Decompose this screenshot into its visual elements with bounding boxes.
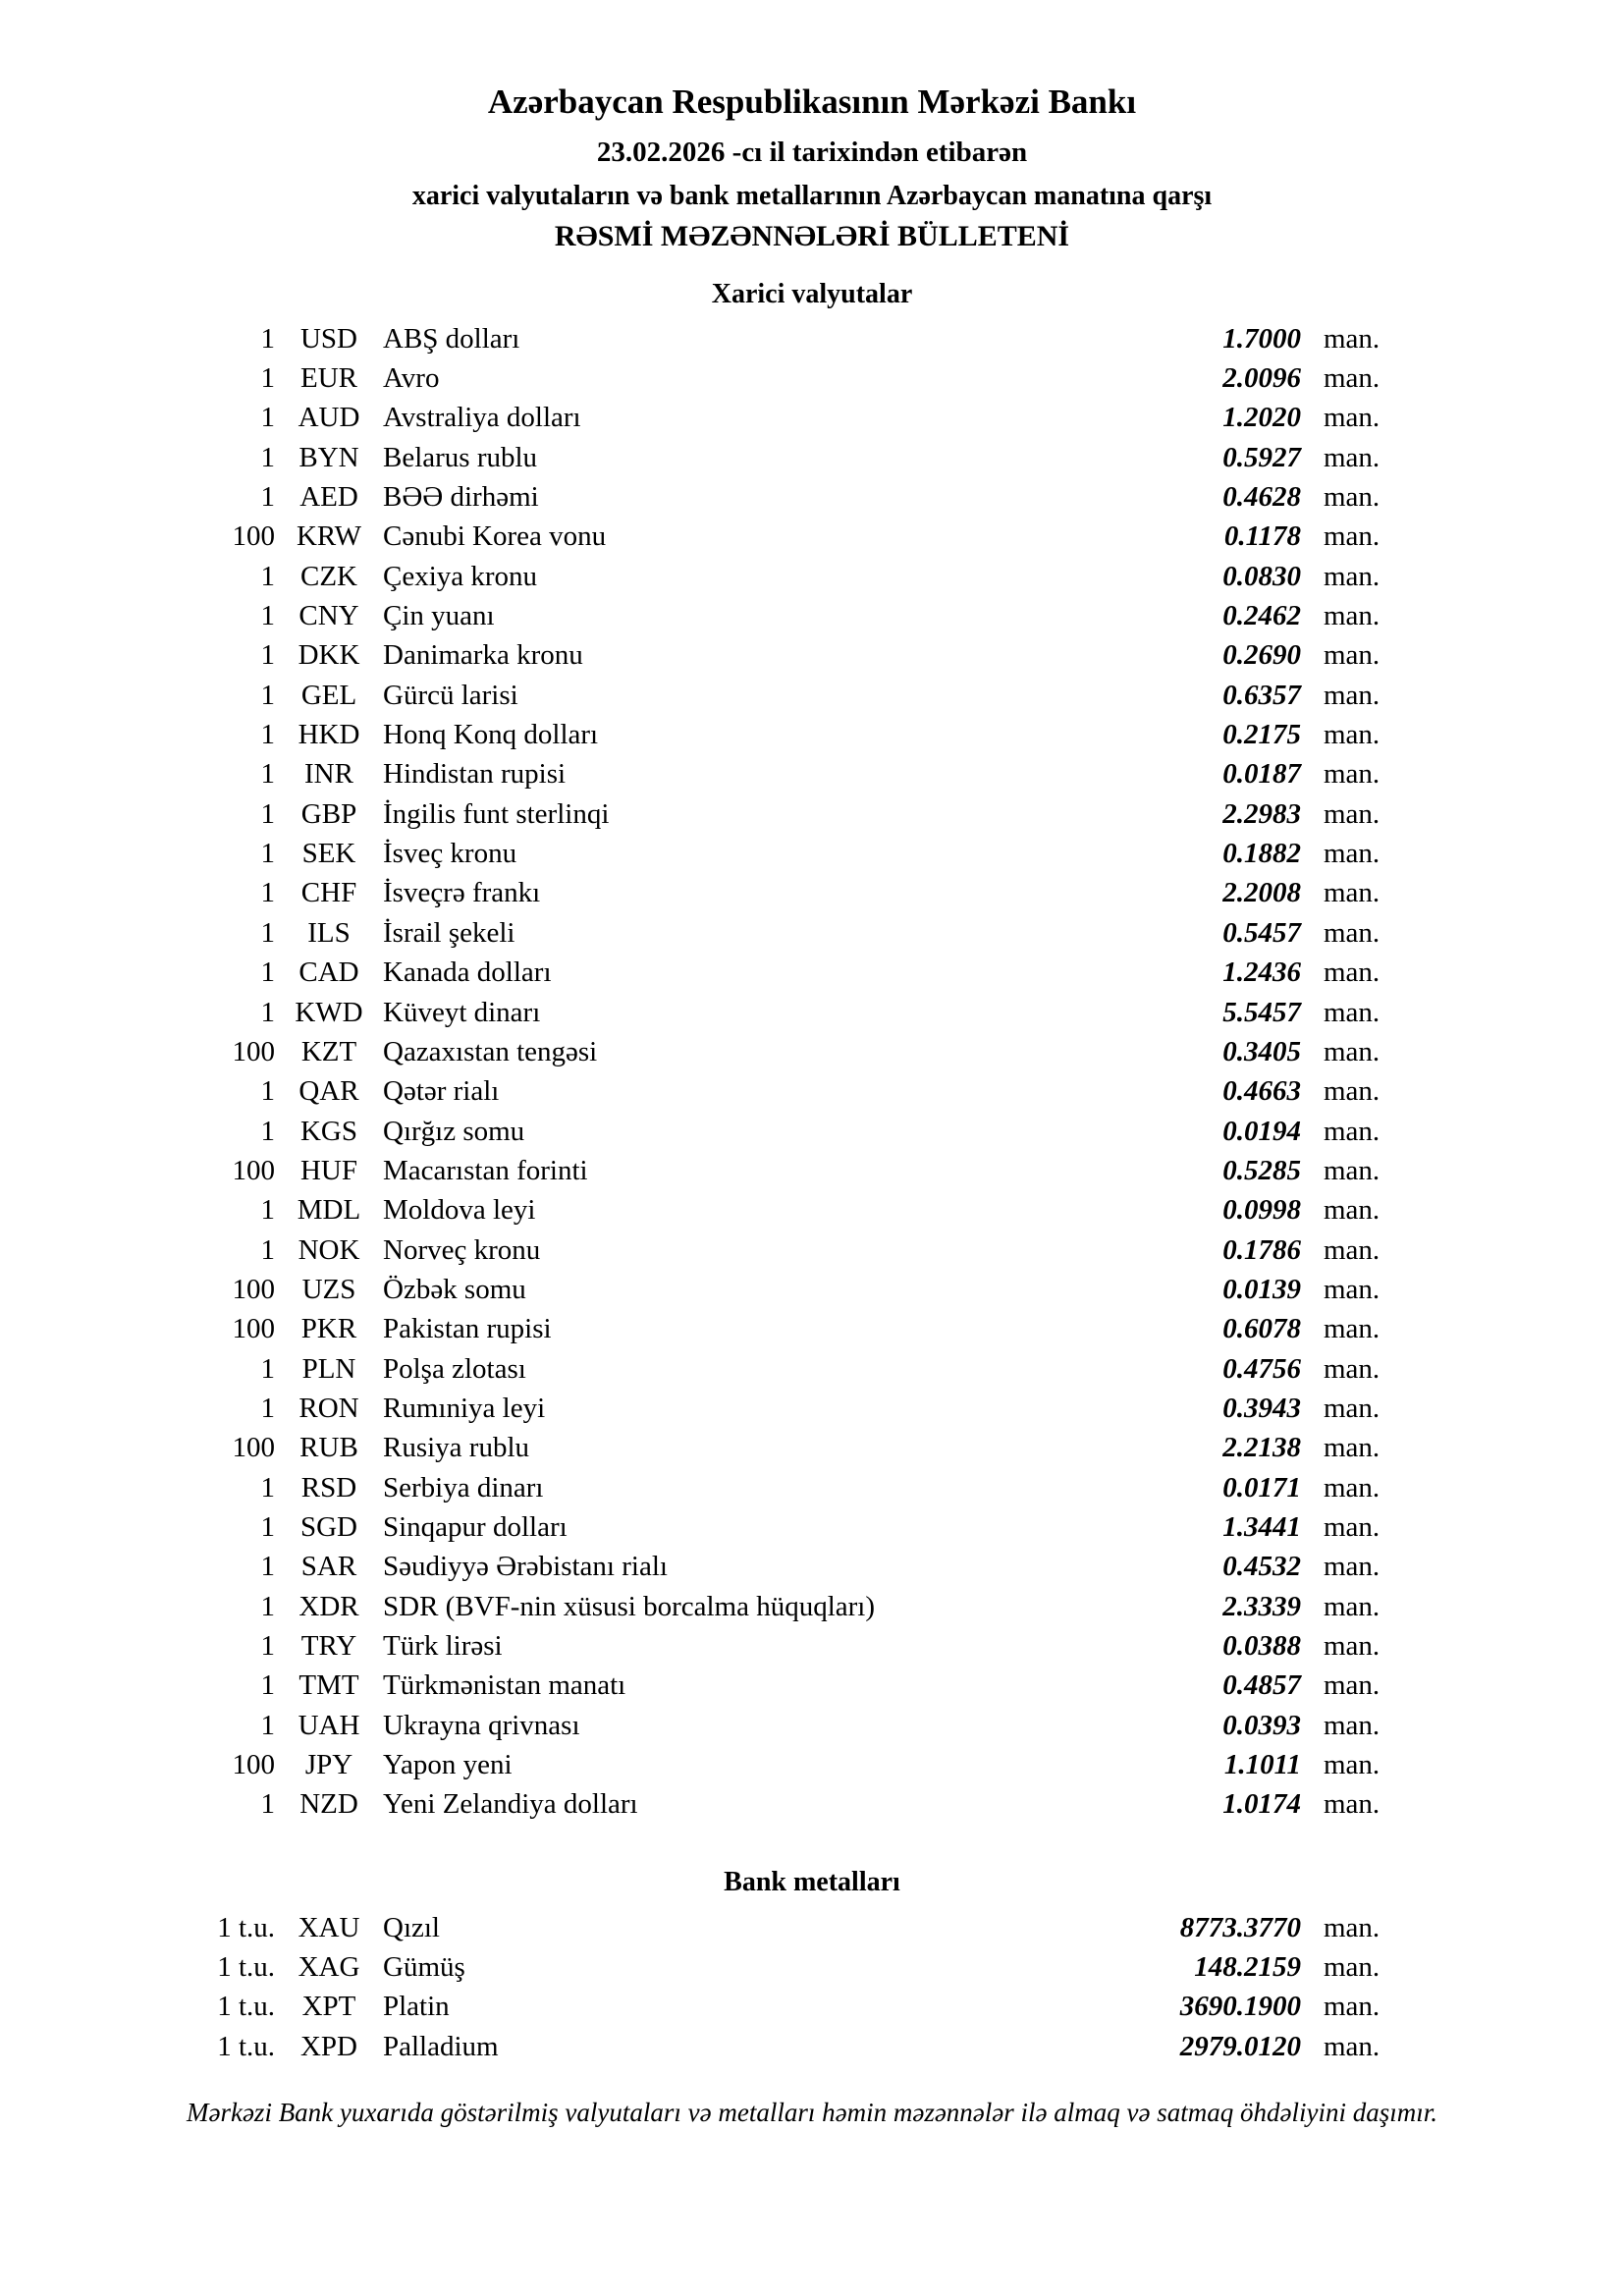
currency-code-cell: KGS <box>299 1115 357 1147</box>
rate-value-cell: 0.3943 <box>1222 1392 1301 1424</box>
unit-label-cell: man. <box>1324 1154 1380 1186</box>
currency-row <box>0 1389 1624 1428</box>
currency-name-cell: Hindistan rupisi <box>383 758 567 791</box>
currency-name-cell: Serbiya dinarı <box>383 1471 544 1503</box>
unit-label-cell: man. <box>1324 679 1380 711</box>
currency-row <box>0 438 1624 477</box>
unit-label-cell: man. <box>1324 639 1380 672</box>
currency-row <box>0 477 1624 517</box>
currency-code-cell: CAD <box>298 957 359 989</box>
currency-row <box>0 636 1624 676</box>
unit-label-cell: man. <box>1324 1471 1380 1503</box>
metals-table <box>0 1908 1624 2066</box>
unit-label-cell: man. <box>1324 362 1380 395</box>
currency-code-cell: AUD <box>298 402 360 434</box>
quantity-cell: 1 <box>260 600 275 632</box>
unit-label-cell: man. <box>1324 957 1380 989</box>
unit-label-cell: man. <box>1324 1590 1380 1622</box>
rate-value-cell: 0.1786 <box>1222 1233 1301 1266</box>
unit-label-cell: man. <box>1324 758 1380 791</box>
currency-code-cell: KRW <box>296 520 362 553</box>
quantity-cell: 100 <box>232 1313 275 1345</box>
currency-row <box>0 1032 1624 1071</box>
currency-code-cell: RON <box>298 1392 359 1424</box>
quantity-cell: 1 <box>260 322 275 355</box>
currency-name-cell: Yapon yeni <box>383 1749 513 1781</box>
currency-code-cell: USD <box>299 322 357 355</box>
currency-code-cell: UAH <box>298 1709 360 1741</box>
currency-code-cell: ILS <box>307 916 351 949</box>
bulletin-subtitle: xarici valyutaların və bank metallarının Azərbaycan manatına qarşı <box>411 181 1213 211</box>
currency-code-cell: XPT <box>301 1991 356 2023</box>
rate-value-cell: 0.4628 <box>1222 481 1301 514</box>
currency-code-cell: TMT <box>298 1669 359 1702</box>
currency-name-cell: İsveç kronu <box>383 838 517 870</box>
quantity-cell: 1 t.u. <box>217 1951 275 1984</box>
unit-label-cell: man. <box>1324 1392 1380 1424</box>
currency-name-cell: Özbək somu <box>383 1273 526 1305</box>
currency-name-cell: Palladium <box>383 2030 499 2062</box>
rate-value-cell: 0.0393 <box>1222 1709 1301 1741</box>
metal-row <box>0 1988 1624 2027</box>
currency-code-cell: XPD <box>299 2030 357 2062</box>
quantity-cell: 1 <box>260 362 275 395</box>
unit-label-cell: man. <box>1324 1273 1380 1305</box>
currency-row <box>0 319 1624 358</box>
currency-row <box>0 1507 1624 1547</box>
rate-value-cell: 8773.3770 <box>1179 1911 1301 1943</box>
currency-name-cell: Çexiya kronu <box>383 560 538 592</box>
currency-row <box>0 834 1624 873</box>
currency-name-cell: Norveç kronu <box>383 1233 541 1266</box>
rate-value-cell: 5.5457 <box>1222 996 1301 1028</box>
rate-value-cell: 0.6078 <box>1222 1313 1301 1345</box>
currency-name-cell: Türkmənistan manatı <box>383 1669 626 1702</box>
currency-name-cell: Avro <box>383 362 440 395</box>
quantity-cell: 1 <box>260 1788 275 1821</box>
unit-label-cell: man. <box>1324 797 1380 830</box>
rate-value-cell: 2979.0120 <box>1179 2030 1301 2062</box>
currency-name-cell: Avstraliya dolları <box>383 402 581 434</box>
quantity-cell: 1 <box>260 838 275 870</box>
quantity-cell: 1 <box>260 1471 275 1503</box>
rate-value-cell: 0.0388 <box>1222 1630 1301 1663</box>
quantity-cell: 1 <box>260 877 275 909</box>
currency-row <box>0 557 1624 596</box>
rate-value-cell: 0.4857 <box>1222 1669 1301 1702</box>
currency-row <box>0 1785 1624 1825</box>
quantity-cell: 1 <box>260 797 275 830</box>
effective-date-line: 23.02.2026 -cı il tarixindən etibarən <box>596 137 1028 168</box>
rate-value-cell: 2.3339 <box>1222 1590 1301 1622</box>
currency-name-cell: İsrail şekeli <box>383 916 515 949</box>
quantity-cell: 1 <box>260 441 275 473</box>
quantity-cell: 1 t.u. <box>217 1911 275 1943</box>
rate-value-cell: 0.0194 <box>1222 1115 1301 1147</box>
currencies-section-title: Xarici valyutalar <box>711 279 913 309</box>
quantity-cell: 1 <box>260 1709 275 1741</box>
quantity-cell: 1 <box>260 481 275 514</box>
quantity-cell: 1 <box>260 560 275 592</box>
currency-name-cell: Platin <box>383 1991 450 2023</box>
unit-label-cell: man. <box>1324 2030 1380 2062</box>
currency-row <box>0 874 1624 913</box>
currency-code-cell: BYN <box>298 441 359 473</box>
quantity-cell: 1 <box>260 679 275 711</box>
currency-row <box>0 715 1624 754</box>
currency-code-cell: DKK <box>298 639 360 672</box>
unit-label-cell: man. <box>1324 1313 1380 1345</box>
rate-value-cell: 2.2983 <box>1222 797 1301 830</box>
rate-value-cell: 1.0174 <box>1222 1788 1301 1821</box>
currency-name-cell: Macarıstan forinti <box>383 1154 588 1186</box>
currency-row <box>0 1745 1624 1784</box>
rate-value-cell: 0.0998 <box>1222 1194 1301 1227</box>
currency-code-cell: JPY <box>304 1749 353 1781</box>
currency-name-cell: İsveçrə frankı <box>383 877 541 909</box>
rate-value-cell: 0.5457 <box>1222 916 1301 949</box>
currency-code-cell: SEK <box>301 838 356 870</box>
quantity-cell: 1 <box>260 1630 275 1663</box>
quantity-cell: 1 t.u. <box>217 1991 275 2023</box>
currency-code-cell: QAR <box>298 1075 359 1108</box>
currency-name-cell: Gümüş <box>383 1951 465 1984</box>
currency-row <box>0 1626 1624 1666</box>
rate-value-cell: 0.5927 <box>1222 441 1301 473</box>
rate-value-cell: 0.0139 <box>1222 1273 1301 1305</box>
currency-name-cell: Rumıniya leyi <box>383 1392 546 1424</box>
bank-name-title: Azərbaycan Respublikasının Mərkəzi Bankı <box>487 82 1137 121</box>
rate-value-cell: 1.2436 <box>1222 957 1301 989</box>
unit-label-cell: man. <box>1324 877 1380 909</box>
unit-label-cell: man. <box>1324 481 1380 514</box>
rate-value-cell: 1.1011 <box>1223 1749 1301 1781</box>
currency-code-cell: HKD <box>298 719 360 751</box>
currency-name-cell: Gürcü larisi <box>383 679 518 711</box>
quantity-cell: 1 <box>260 957 275 989</box>
unit-label-cell: man. <box>1324 520 1380 553</box>
currency-row <box>0 1548 1624 1587</box>
currency-name-cell: Cənubi Korea vonu <box>383 520 607 553</box>
unit-label-cell: man. <box>1324 1991 1380 2023</box>
currency-code-cell: RUB <box>299 1432 358 1464</box>
currency-row <box>0 596 1624 635</box>
quantity-cell: 1 <box>260 1590 275 1622</box>
currency-row <box>0 1667 1624 1706</box>
currency-name-cell: Yeni Zelandiya dolları <box>383 1788 638 1821</box>
currency-code-cell: UZS <box>301 1273 356 1305</box>
unit-label-cell: man. <box>1324 916 1380 949</box>
rate-value-cell: 0.0187 <box>1222 758 1301 791</box>
currency-row <box>0 1112 1624 1151</box>
currency-code-cell: CZK <box>300 560 357 592</box>
quantity-cell: 1 <box>260 1115 275 1147</box>
quantity-cell: 1 <box>260 1392 275 1424</box>
rate-value-cell: 0.4663 <box>1222 1075 1301 1108</box>
currency-code-cell: HUF <box>299 1154 357 1186</box>
rate-value-cell: 2.0096 <box>1222 362 1301 395</box>
currency-code-cell: TRY <box>300 1630 357 1663</box>
unit-label-cell: man. <box>1324 719 1380 751</box>
metals-section-title: Bank metalları <box>724 1867 900 1897</box>
footer-note: Mərkəzi Bank yuxarıda göstərilmiş valyutaları və metalları həmin məzənnələr ilə almaq və satmaq öhdəliyini daşımır. <box>186 2098 1437 2127</box>
currency-name-cell: Qətər rialı <box>383 1075 500 1108</box>
currency-name-cell: Qazaxıstan tengəsi <box>383 1035 598 1067</box>
currency-row <box>0 1429 1624 1468</box>
currency-name-cell: SDR (BVF-nin xüsusi borcalma hüquqları) <box>383 1590 876 1622</box>
currency-row <box>0 1191 1624 1230</box>
unit-label-cell: man. <box>1324 1035 1380 1067</box>
currency-name-cell: Ukrayna qrivnası <box>383 1709 580 1741</box>
metal-row <box>0 1947 1624 1987</box>
currency-row <box>0 1151 1624 1190</box>
currency-name-cell: Polşa zlotası <box>383 1352 526 1385</box>
unit-label-cell: man. <box>1324 1115 1380 1147</box>
currency-name-cell: Honq Konq dolları <box>383 719 599 751</box>
currency-code-cell: RSD <box>300 1471 357 1503</box>
currency-code-cell: NOK <box>298 1233 360 1266</box>
rate-value-cell: 0.5285 <box>1222 1154 1301 1186</box>
rate-value-cell: 0.0830 <box>1222 560 1301 592</box>
currency-name-cell: Sinqapur dolları <box>383 1510 568 1543</box>
unit-label-cell: man. <box>1324 996 1380 1028</box>
unit-label-cell: man. <box>1324 600 1380 632</box>
currency-name-cell: BƏƏ dirhəmi <box>383 481 539 514</box>
currency-row <box>0 1587 1624 1626</box>
quantity-cell: 1 <box>260 1233 275 1266</box>
rate-value-cell: 148.2159 <box>1194 1951 1301 1984</box>
rate-value-cell: 0.4532 <box>1222 1551 1301 1583</box>
quantity-cell: 1 <box>260 1510 275 1543</box>
currency-code-cell: SGD <box>299 1510 357 1543</box>
quantity-cell: 1 <box>260 1194 275 1227</box>
currency-row <box>0 954 1624 993</box>
currency-code-cell: XAU <box>298 1911 360 1943</box>
currency-row <box>0 1072 1624 1112</box>
rate-value-cell: 1.2020 <box>1222 402 1301 434</box>
unit-label-cell: man. <box>1324 1669 1380 1702</box>
metal-row <box>0 2027 1624 2066</box>
currencies-table <box>0 319 1624 1825</box>
quantity-cell: 100 <box>232 1432 275 1464</box>
currency-row <box>0 399 1624 438</box>
unit-label-cell: man. <box>1324 560 1380 592</box>
quantity-cell: 1 <box>260 758 275 791</box>
quantity-cell: 1 <box>260 1551 275 1583</box>
currency-code-cell: XAG <box>298 1951 360 1984</box>
currency-code-cell: GEL <box>300 679 357 711</box>
rate-value-cell: 0.3405 <box>1222 1035 1301 1067</box>
quantity-cell: 1 <box>260 402 275 434</box>
currency-code-cell: EUR <box>300 362 357 395</box>
quantity-cell: 100 <box>232 1035 275 1067</box>
bulletin-title: RƏSMİ MƏZƏNNƏLƏRİ BÜLLETENİ <box>554 220 1070 252</box>
currency-name-cell: Qızıl <box>383 1911 440 1943</box>
currency-code-cell: AED <box>299 481 358 514</box>
currency-name-cell: Çin yuanı <box>383 600 495 632</box>
unit-label-cell: man. <box>1324 1233 1380 1266</box>
currency-code-cell: CNY <box>298 600 359 632</box>
quantity-cell: 100 <box>232 1749 275 1781</box>
quantity-cell: 1 <box>260 719 275 751</box>
unit-label-cell: man. <box>1324 1951 1380 1984</box>
metal-row <box>0 1908 1624 1947</box>
quantity-cell: 1 <box>260 639 275 672</box>
rate-value-cell: 3690.1900 <box>1179 1991 1301 2023</box>
unit-label-cell: man. <box>1324 1788 1380 1821</box>
currency-name-cell: Kanada dolları <box>383 957 552 989</box>
currency-code-cell: INR <box>304 758 353 791</box>
rate-value-cell: 0.0171 <box>1222 1471 1301 1503</box>
currency-code-cell: CHF <box>300 877 357 909</box>
currency-row <box>0 755 1624 794</box>
rate-value-cell: 2.2138 <box>1222 1432 1301 1464</box>
unit-label-cell: man. <box>1324 1510 1380 1543</box>
currency-name-cell: Pakistan rupisi <box>383 1313 552 1345</box>
rate-value-cell: 0.2175 <box>1222 719 1301 751</box>
currency-row <box>0 358 1624 398</box>
unit-label-cell: man. <box>1324 1630 1380 1663</box>
currency-row <box>0 993 1624 1032</box>
unit-label-cell: man. <box>1324 1749 1380 1781</box>
rate-value-cell: 0.1178 <box>1223 520 1301 553</box>
currency-name-cell: Türk lirəsi <box>383 1630 503 1663</box>
currency-name-cell: Səudiyyə Ərəbistanı rialı <box>383 1551 668 1583</box>
quantity-cell: 1 <box>260 1075 275 1108</box>
unit-label-cell: man. <box>1324 1709 1380 1741</box>
currency-row <box>0 676 1624 715</box>
unit-label-cell: man. <box>1324 402 1380 434</box>
unit-label-cell: man. <box>1324 441 1380 473</box>
currency-row <box>0 1310 1624 1349</box>
currency-name-cell: Belarus rublu <box>383 441 538 473</box>
unit-label-cell: man. <box>1324 1194 1380 1227</box>
currency-row <box>0 518 1624 557</box>
quantity-cell: 1 <box>260 996 275 1028</box>
rate-value-cell: 0.4756 <box>1222 1352 1301 1385</box>
currency-code-cell: NZD <box>299 1788 358 1821</box>
quantity-cell: 1 t.u. <box>217 2030 275 2062</box>
unit-label-cell: man. <box>1324 1911 1380 1943</box>
quantity-cell: 1 <box>260 1352 275 1385</box>
currency-row <box>0 913 1624 953</box>
unit-label-cell: man. <box>1324 322 1380 355</box>
currency-code-cell: PKR <box>300 1313 357 1345</box>
currency-name-cell: ABŞ dolları <box>383 322 520 355</box>
currency-row <box>0 1270 1624 1309</box>
rate-value-cell: 1.3441 <box>1222 1510 1301 1543</box>
rate-value-cell: 0.1882 <box>1222 838 1301 870</box>
currency-code-cell: PLN <box>301 1352 356 1385</box>
quantity-cell: 100 <box>232 1154 275 1186</box>
currency-name-cell: Danimarka kronu <box>383 639 583 672</box>
unit-label-cell: man. <box>1324 838 1380 870</box>
currency-code-cell: SAR <box>300 1551 357 1583</box>
rate-value-cell: 0.2690 <box>1222 639 1301 672</box>
currency-code-cell: XDR <box>298 1590 359 1622</box>
currency-name-cell: Qırğız somu <box>383 1115 525 1147</box>
unit-label-cell: man. <box>1324 1551 1380 1583</box>
unit-label-cell: man. <box>1324 1432 1380 1464</box>
currency-name-cell: Rusiya rublu <box>383 1432 530 1464</box>
unit-label-cell: man. <box>1324 1075 1380 1108</box>
quantity-cell: 1 <box>260 1669 275 1702</box>
quantity-cell: 100 <box>232 520 275 553</box>
currency-name-cell: Küveyt dinarı <box>383 996 541 1028</box>
currency-code-cell: KZT <box>300 1035 357 1067</box>
rate-value-cell: 0.2462 <box>1222 600 1301 632</box>
currency-row <box>0 1349 1624 1389</box>
quantity-cell: 1 <box>260 916 275 949</box>
rate-value-cell: 2.2008 <box>1222 877 1301 909</box>
rate-value-cell: 1.7000 <box>1222 322 1301 355</box>
currency-row <box>0 1468 1624 1507</box>
currency-name-cell: Moldova leyi <box>383 1194 536 1227</box>
currency-row <box>0 794 1624 834</box>
quantity-cell: 100 <box>232 1273 275 1305</box>
currency-name-cell: İngilis funt sterlinqi <box>383 797 610 830</box>
rate-value-cell: 0.6357 <box>1222 679 1301 711</box>
currency-code-cell: GBP <box>300 797 357 830</box>
currency-row <box>0 1706 1624 1745</box>
currency-code-cell: MDL <box>297 1194 361 1227</box>
currency-code-cell: KWD <box>295 996 363 1028</box>
unit-label-cell: man. <box>1324 1352 1380 1385</box>
currency-row <box>0 1230 1624 1270</box>
